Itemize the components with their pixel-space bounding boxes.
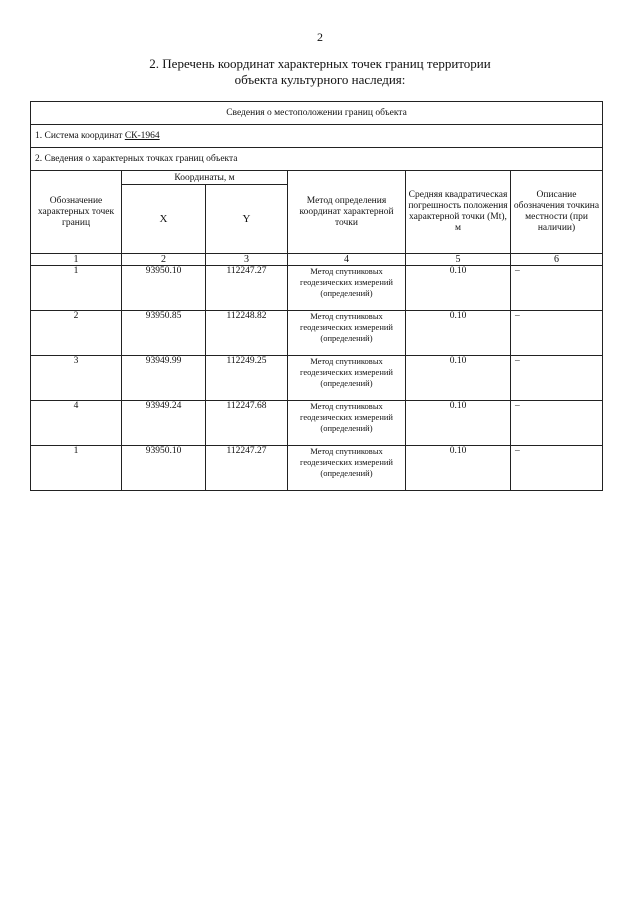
y-cell: 112247.68	[206, 401, 288, 446]
method-cell: Метод спутниковых геодезических измерений (определений)	[288, 356, 406, 401]
header-error: Средняя квадратическая погрешность положения характерной точки (Mt), м	[406, 171, 511, 254]
y-cell: 112248.82	[206, 311, 288, 356]
column-numbers-row	[31, 254, 603, 266]
point-cell: 2	[31, 311, 122, 356]
coordinates-table	[30, 101, 603, 491]
section-header-row	[31, 102, 603, 125]
column-number: 2	[122, 254, 206, 266]
x-cell: 93950.85	[122, 311, 206, 356]
method-cell: Метод спутниковых геодезических измерений (определений)	[288, 266, 406, 311]
points-info-row	[31, 148, 603, 171]
description-cell: –	[511, 311, 603, 356]
x-cell: 93950.10	[122, 446, 206, 491]
coordinate-system-row	[31, 125, 603, 148]
header-point-designation: Обозначение характерных точек границ	[31, 171, 122, 254]
points-info: 2. Сведения о характерных точках границ объекта	[31, 148, 603, 171]
method-cell: Метод спутниковых геодезических измерений (определений)	[288, 311, 406, 356]
table-row	[31, 446, 603, 491]
description-cell: –	[511, 446, 603, 491]
column-number: 5	[406, 254, 511, 266]
x-cell: 93949.99	[122, 356, 206, 401]
header-x: X	[122, 185, 206, 254]
table-row	[31, 356, 603, 401]
header-y: Y	[206, 185, 288, 254]
y-cell: 112247.27	[206, 446, 288, 491]
error-cell: 0.10	[406, 401, 511, 446]
coordinate-system-cell	[31, 125, 603, 148]
coordinate-system-label: 1. Система координат	[35, 130, 125, 141]
description-cell: –	[511, 356, 603, 401]
method-cell: Метод спутниковых геодезических измерений (определений)	[288, 401, 406, 446]
method-cell: Метод спутниковых геодезических измерений (определений)	[288, 446, 406, 491]
column-number: 1	[31, 254, 122, 266]
table-row	[31, 266, 603, 311]
y-cell: 112249.25	[206, 356, 288, 401]
description-cell: –	[511, 401, 603, 446]
x-cell: 93949.24	[122, 401, 206, 446]
column-number: 3	[206, 254, 288, 266]
error-cell: 0.10	[406, 266, 511, 311]
point-cell: 3	[31, 356, 122, 401]
x-cell: 93950.10	[122, 266, 206, 311]
description-cell: –	[511, 266, 603, 311]
document-title	[0, 56, 640, 88]
point-cell: 1	[31, 446, 122, 491]
title-line-2: объекта культурного наследия:	[234, 72, 406, 87]
y-cell: 112247.27	[206, 266, 288, 311]
header-method: Метод определения координат характерной точки	[288, 171, 406, 254]
error-cell: 0.10	[406, 311, 511, 356]
point-cell: 4	[31, 401, 122, 446]
point-cell: 1	[31, 266, 122, 311]
title-line-1: 2. Перечень координат характерных точек границ территории	[149, 56, 491, 71]
column-number: 6	[511, 254, 603, 266]
table-row	[31, 401, 603, 446]
coordinate-system-value: СК-1964	[124, 130, 160, 141]
error-cell: 0.10	[406, 446, 511, 491]
table-row	[31, 311, 603, 356]
header-description: Описание обозначения точкина местности (при наличии)	[511, 171, 603, 254]
column-number: 4	[288, 254, 406, 266]
header-coordinates: Координаты, м	[122, 171, 288, 185]
error-cell: 0.10	[406, 356, 511, 401]
section-header: Сведения о местоположении границ объекта	[31, 102, 603, 125]
page-number: 2	[317, 30, 323, 44]
header-row-1	[31, 171, 603, 185]
